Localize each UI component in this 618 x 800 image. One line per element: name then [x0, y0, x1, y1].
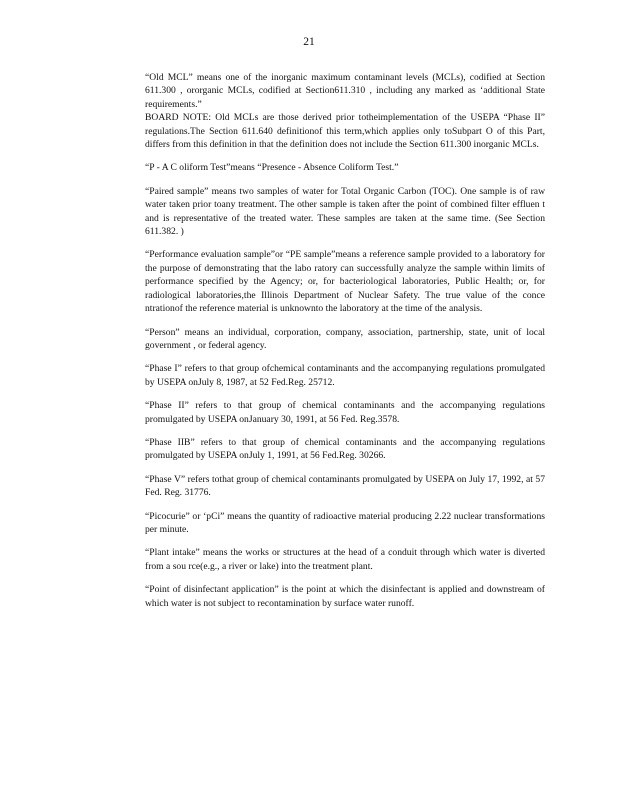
definition-person: “Person” means an individual, corporation, company, association, partnership, state, unit of local government , or federal agency. [145, 326, 545, 351]
definition-paired-sample: “Paired sample” means two samples of water for Total Organic Carbon (TOC). One sample is of raw water taken prior toany treatment. The other sample is taken after the point of combined filter effluen t and is representative of the treated water. These samples are taken at the same time. (See Section 611.382. ) [145, 185, 545, 238]
definition-point-of-disinfectant-application: “Point of disinfectant application” is the point at which the disinfectant is applied and downstream of which water is not subject to recontamination by surface water runoff. [145, 584, 545, 609]
page-number: 21 [303, 36, 315, 48]
definition-plant-intake: “Plant intake” means the works or structures at the head of a conduit through which water is diverted from a sou rce(e.g., a river or lake) into the treatment plant. [145, 547, 545, 572]
definition-phase-ii: “Phase II” refers to that group of chemical contaminants and the accompanying regulations promulgated by USEPA onJanuary 30, 1991, at 56 Fed. Reg.3578. [145, 400, 545, 425]
definition-phase-v: “Phase V” refers tothat group of chemical contaminants promulgated by USEPA on July 17, 1992, at 57 Fed. Reg. 31776. [145, 473, 545, 499]
definition-p-a-coliform-test: “P - A C oliform Test”means “Presence - Absence Coliform Test.” [145, 162, 399, 174]
definition-old-mcl: “Old MCL” means one of the inorganic maximum contaminant levels (MCLs), codified at Section 611.300 , ororganic MCLs, codified at Section611.310 , including any marked as ‘additional State requirements.” [145, 72, 545, 110]
board-note: BOARD NOTE: Old MCLs are those derived prior totheimplementation of the USEPA “Phase II” regulations.The Section 611.640 definitionof this term,which applies only toSubpart O of this Part, differs from this definition in that the definition does not include the Section 611.300 inorganic MCLs. [145, 112, 545, 151]
definition-picocurie: “Picocurie” or ‘pCi” means the quantity of radioactive material producing 2.22 nuclear transformations per minute. [145, 510, 545, 535]
definition-phase-i: “Phase I” refers to that group ofchemical contaminants and the accompanying regulations promulgated by USEPA onJuly 8, 1987, at 52 Fed.Reg. 25712. [145, 363, 545, 388]
definition-performance-evaluation-sample: “Performance evaluation sample”or “PE sample”means a reference sample provided to a laboratory for the purpose of demonstrating that the labo ratory can successfully analyze the sample within limits of performance specified by the Agency; or, for bacteriological laboratories, Public Health; or, for radiological laboratories,the Illinois Department of Nuclear Safety. The true value of the conce ntrationof the reference material is unknownto the laboratory at the time of the analysis. [145, 249, 545, 315]
definitions-section [145, 71, 545, 620]
definition-phase-iib: “Phase IIB” refers to that group of chemical contaminants and the accompanying regulations promulgated by USEPA onJuly 1, 1991, at 56 Fed.Reg. 30266. [145, 436, 545, 462]
